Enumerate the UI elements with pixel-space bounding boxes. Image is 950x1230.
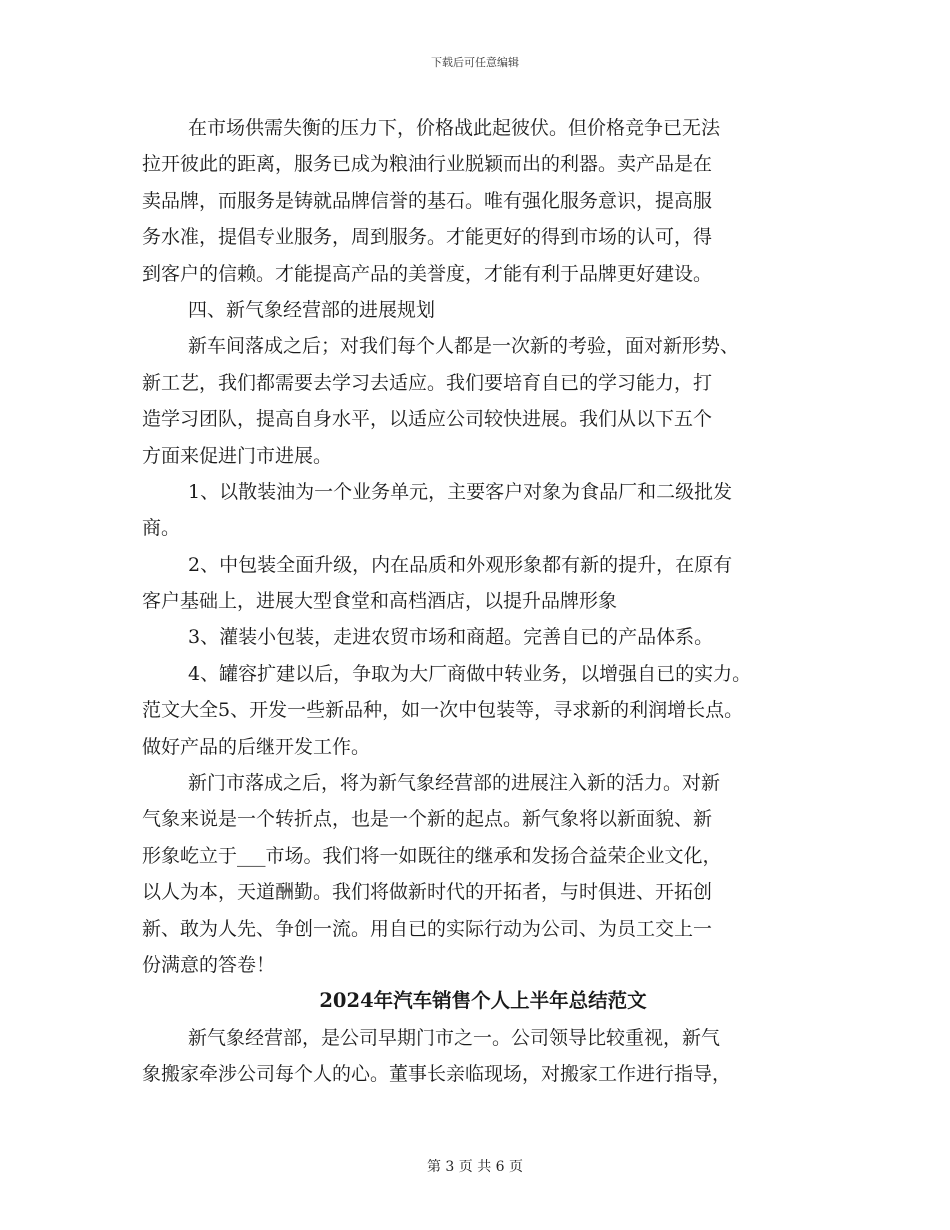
section-title: 2024年汽车销售个人上半年总结范文 (319, 989, 647, 1013)
text-line: 四、新气象经营部的进展规划 (188, 298, 436, 321)
text-line: 3、灌装小包装，走进农贸市场和商超。完善自已的产品体系。 (188, 626, 714, 649)
text-line: 气象来说是一个转折点，也是一个新的起点。新气象将以新面貌、新 (142, 808, 713, 831)
text-line: 在市场供需失衡的压力下，价格战此起彼伏。但价格竞争已无法 (188, 117, 721, 139)
text-line: 卖品牌，而服务是铸就品牌信誉的基石。唯有强化服务意识，提高服 (142, 189, 713, 212)
text-line: 方面来促进门市进展。 (142, 444, 333, 467)
text-line: 新门市落成之后，将为新气象经营部的进展注入新的活力。对新 (188, 772, 721, 795)
text-line: 形象屹立于___市场。我们将一如既往的继承和发扬合益荣企业文化， (142, 844, 722, 867)
text-line: 新、敢为人先、争创一流。用自已的实际行动为公司、为员工交上一 (142, 917, 713, 940)
text-line: 务水准，提倡专业服务，周到服务。才能更好的得到市场的认可，得 (142, 226, 713, 249)
text-line: 新气象经营部，是公司早期门市之一。公司领导比较重视，新气 (188, 1026, 721, 1049)
text-line: 新工艺，我们都需要去学习去适应。我们要培育自已的学习能力，打 (142, 371, 713, 394)
text-line: 4、罐容扩建以后，争取为大厂商做中转业务，以增强自已的实力。 (188, 662, 752, 685)
text-line: 象搬家牵涉公司每个人的心。董事长亲临现场，对搬家工作进行指导， (142, 1063, 732, 1086)
page-header: 下载后可任意编辑 (431, 56, 519, 69)
text-line: 客户基础上，进展大型食堂和高档酒店，以提升品牌形象 (142, 590, 618, 613)
text-line: 造学习团队，提高自身水平，以适应公司较快进展。我们从以下五个 (142, 408, 713, 431)
text-line: 商。 (142, 517, 181, 540)
text-line: 以人为本，天道酬勤。我们将做新时代的开拓者，与时俱进、开拓创 (142, 881, 713, 904)
text-line: 2、中包装全面升级，内在品质和外观形象都有新的提升，在原有 (188, 553, 733, 576)
text-line: 份满意的答卷！ (142, 953, 276, 976)
text-line: 新车间落成之后；对我们每个人都是一次新的考验，面对新形势、 (188, 335, 740, 358)
text-line: 1、以散装油为一个业务单元，主要客户对象为食品厂和二级批发 (188, 480, 733, 503)
text-line: 范文大全5、开发一些新品种，如一次中包装等，寻求新的利润增长点。 (142, 699, 744, 722)
page-footer: 第 3 页 共 6 页 (426, 1159, 524, 1175)
text-line: 到客户的信赖。才能提高产品的美誉度，才能有利于品牌更好建设。 (142, 262, 713, 285)
text-line: 做好产品的后继开发工作。 (142, 735, 371, 758)
text-line: 拉开彼此的距离，服务已成为粮油行业脱颖而出的利器。卖产品是在 (142, 153, 713, 176)
document-body (142, 110, 808, 1093)
